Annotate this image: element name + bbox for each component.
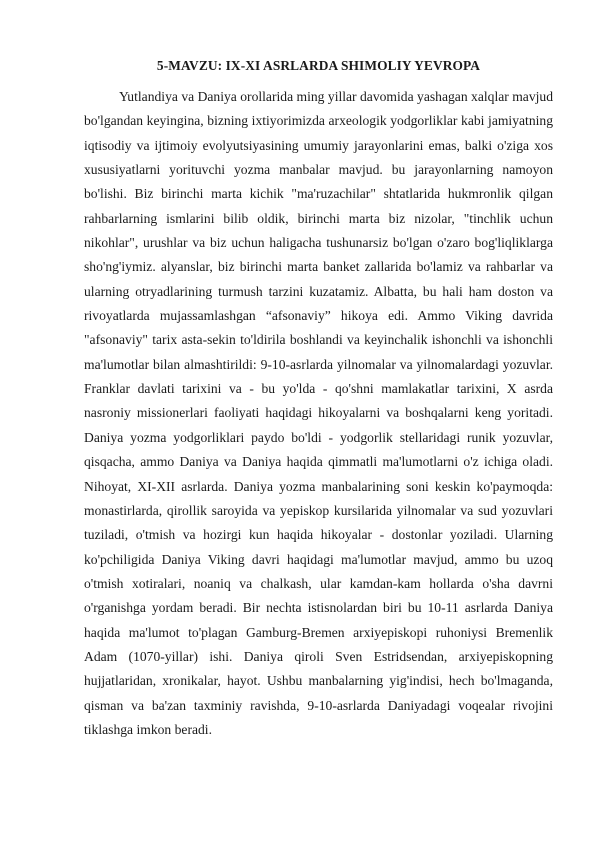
body-paragraph: Yutlandiya va Daniya orollarida ming yillar davomida yashagan xalqlar mavjud bo'lgandan keyingina, bizning ixtiyorimizda arxeologik yodgorliklar kabi jamiyatning iqtisodiy va ijtimoiy evolyutsiyasining umumiy jarayonlarini emas, balki o'ziga xos xususiyatlarni yorituvchi yozma manbalar mavjud. bu jarayonlarning namoyon bo'lishi. Biz birinchi marta kichik "ma'ruzachilar" shtatlarida hukmronlik qilgan rahbarlarning ismlarini bilib oldik, birinchi marta biz nizolar, "tinchlik uchun nikohlar", urushlar va biz uchun haligacha tushunarsiz bo'lgan o'zaro bog'liqliklarga sho'ng'iymiz. alyanslar, biz birinchi marta banket zallarida bo'lamiz va rahbarlar va ularning otryadlarining turmush tarzini kuzatamiz. Albatta, bu hali ham doston va rivoyatlarda mujassamlashgan “afsonaviy” hikoya edi. Ammo Viking davrida "afsonaviy" tarix asta-sekin to'ldirila boshlandi va keyinchalik ishonchli va ishonchli ma'lumotlar bilan almashtirildi: 9-10-asrlarda yilnomalar va yilnomalardagi yozuvlar. Franklar davlati tarixini va - bu yo'lda - qo'shni mamlakatlar tarixini, X asrda nasroniy missionerlari faoliyati haqidagi hikoyalarni va boshqalarni keng yoritadi. Daniya yozma yodgorliklari paydo bo'ldi - yodgorlik stellaridagi runik yozuvlar, qisqacha, ammo Daniya va Daniya haqida qimmatli ma'lumotlarni o'z ichiga oladi. Nihoyat, XI-XII asrlarda. Daniya yozma manbalarining soni keskin ko'paymoqda: monastirlarda, qirollik saroyida va yepiskop kursilarida yilnomalar va sud yozuvlari tuziladi, o'tmish va hozirgi kun haqida hikoyalar - dostonlar yoziladi. Ularning ko'pchiligida Daniya Viking davri haqidagi ma'lumotlar mavjud, ammo bu uzoq o'tmish xotiralari, noaniq va chalkash, ular kamdan-kam hollarda o'sha davrni o'rganishga yordam beradi. Bir nechta istisnolardan biri bu 10-11 asrlarda Daniya haqida ma'lumot to'plagan Gamburg-Bremen arxiyepiskopi ruhoniysi Bremenlik Adam (1070-yillar) ishi. Daniya qiroli Sven Estridsendan, arxiyepiskopning hujjatlaridan, xronikalar, hayot. Ushbu manbalarning yig'indisi, hech bo'lmaganda, qisman va ba'zan taxminiy ravishda, 9-10-asrlarda Daniyadagi voqealar rivojini tiklashga imkon beradi. [84, 89, 553, 737]
page-title: 5-MAVZU: IX-XI ASRLARDA SHIMOLIY YEVROPA [156, 58, 481, 73]
document-page [84, 56, 553, 742]
